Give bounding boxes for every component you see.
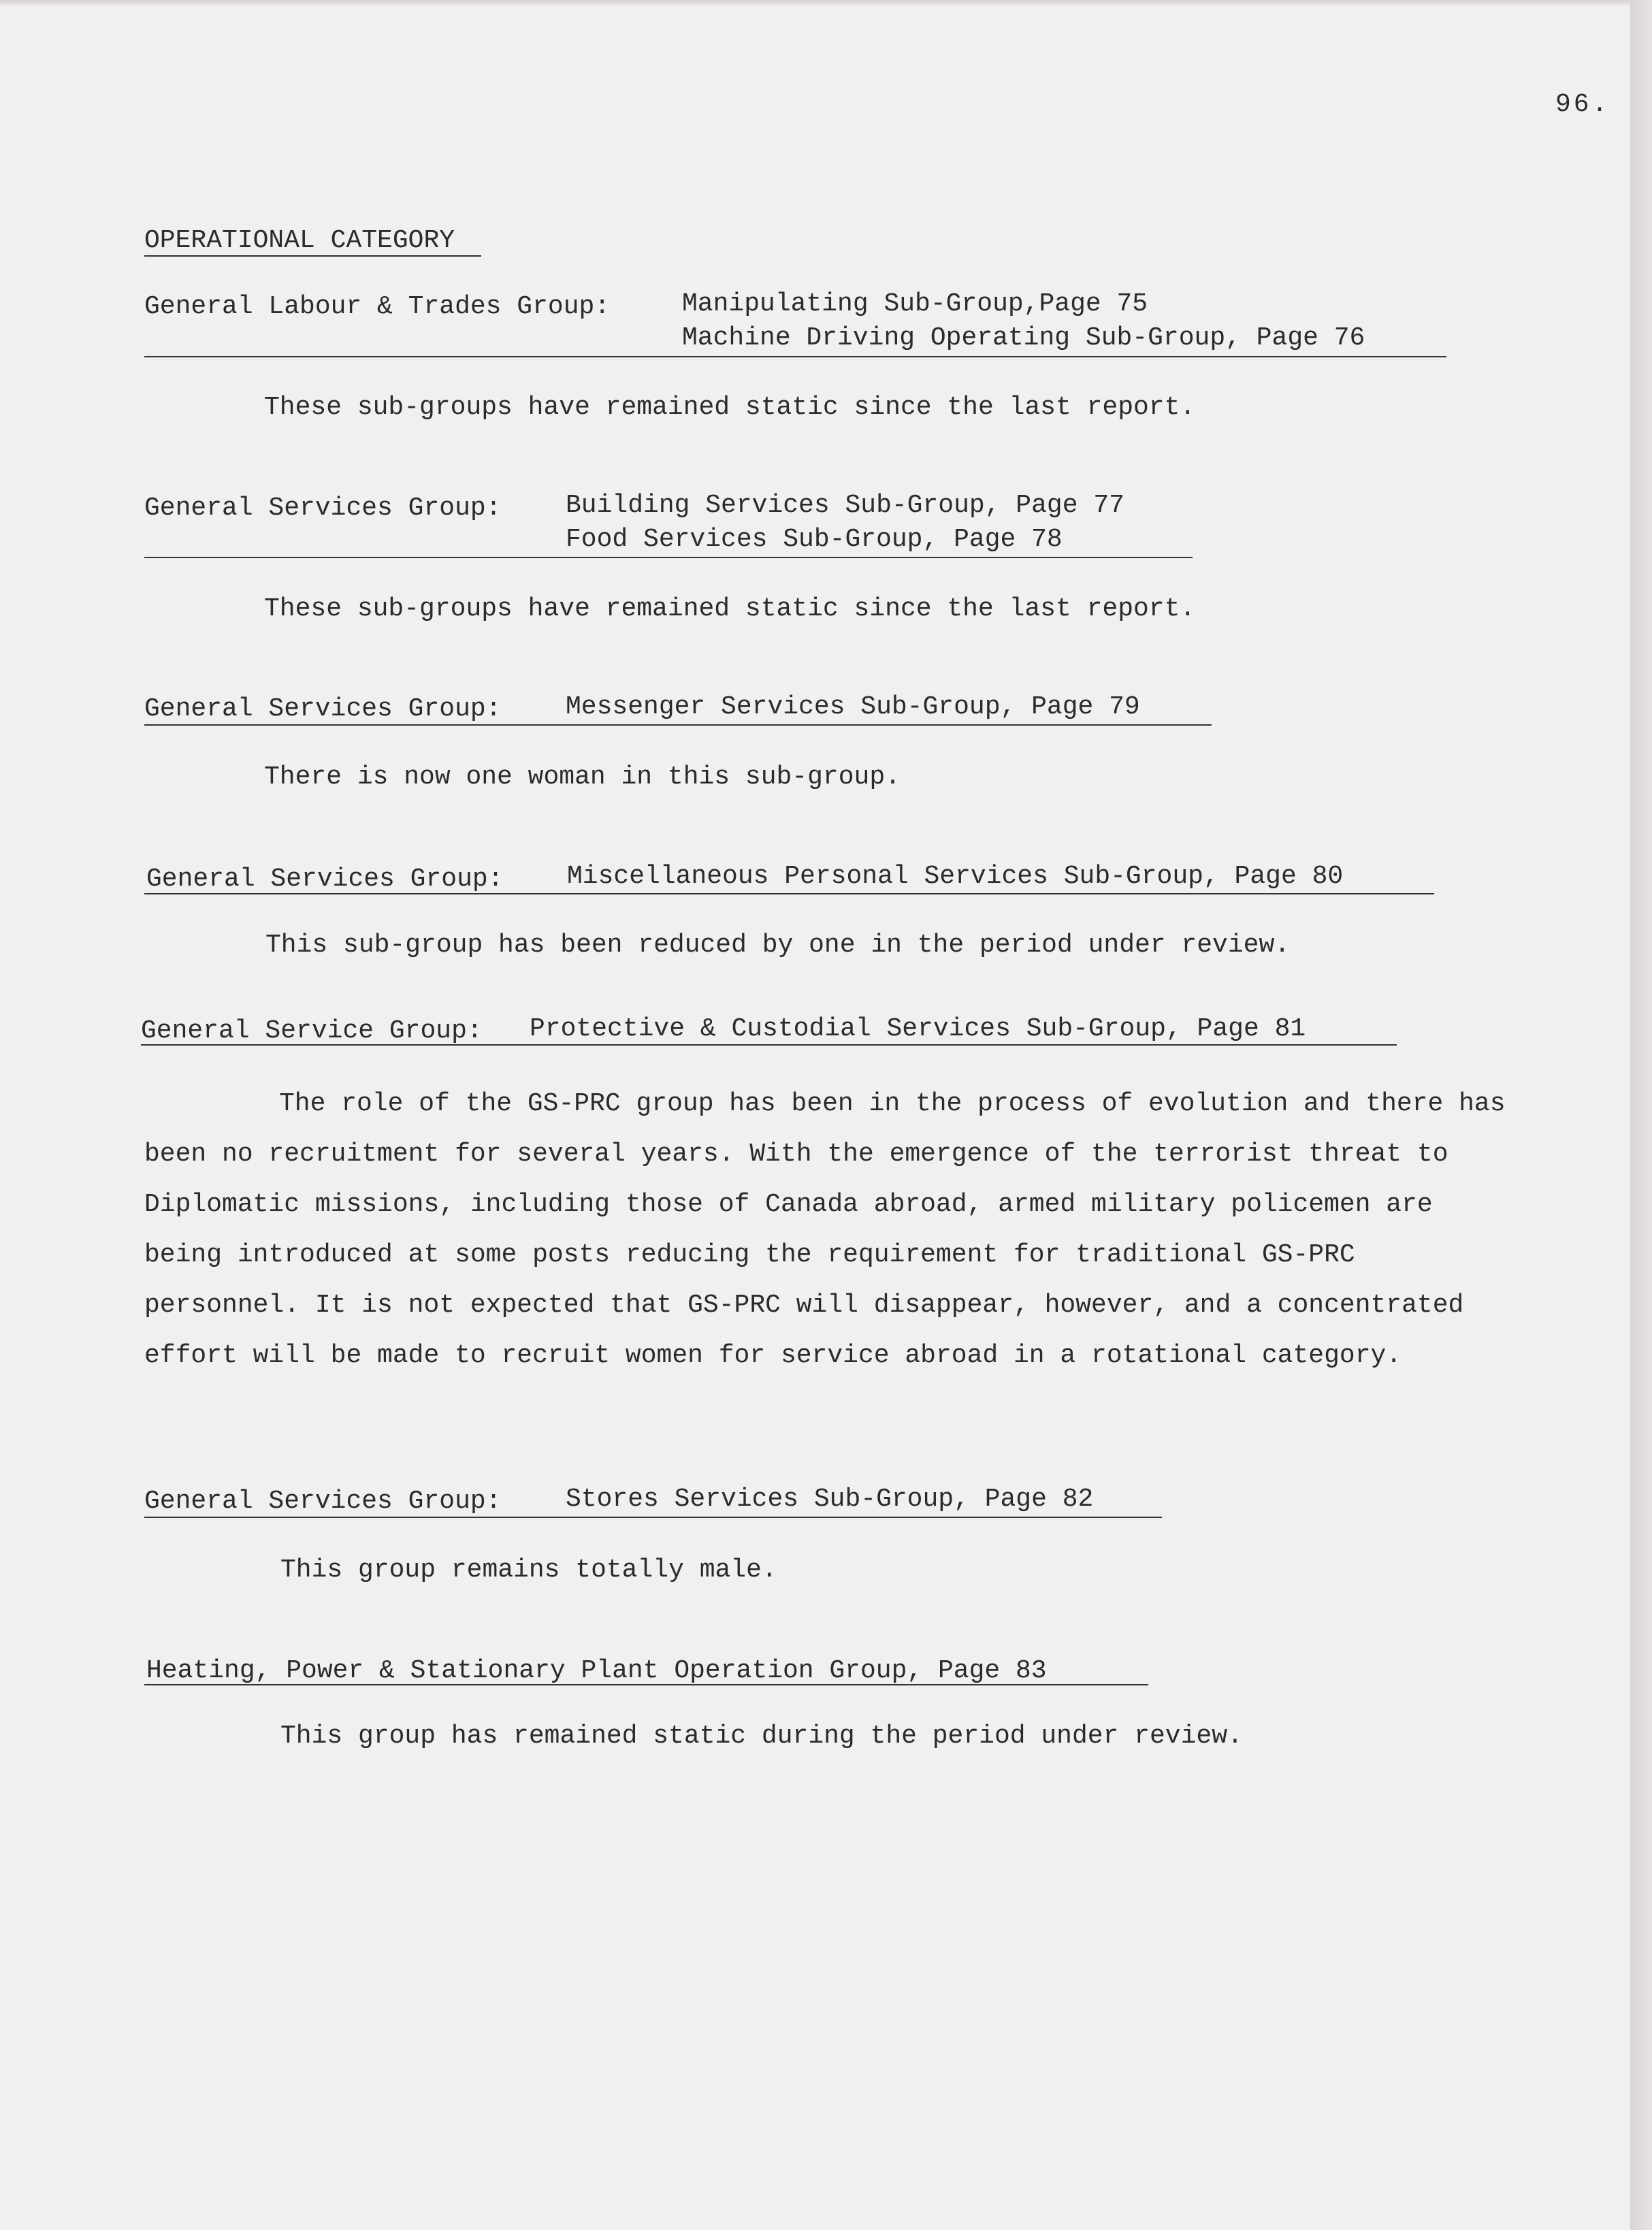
section-2-group: General Services Group:: [144, 494, 502, 523]
section-7-body: This group has remained static during the period under review.: [280, 1722, 1243, 1751]
category-heading: OPERATIONAL CATEGORY: [144, 226, 455, 255]
section-4-body: This sub-group has been reduced by one in the period under review.: [265, 931, 1291, 960]
section-2-subgroup-2: Food Services Sub-Group, Page 78: [566, 525, 1063, 554]
section-2-body: These sub-groups have remained static since the last report.: [264, 594, 1196, 624]
section-7-group: Heating, Power & Stationary Plant Operation Group, Page 83: [146, 1656, 1047, 1685]
section-7-underline: [144, 1684, 1148, 1685]
section-4-subgroup-1: Miscellaneous Personal Services Sub-Group, Page 80: [567, 862, 1344, 891]
section-6-body: This group remains totally male.: [280, 1555, 777, 1585]
section-2-subgroup-1: Building Services Sub-Group, Page 77: [566, 491, 1124, 520]
page-edge: [1630, 0, 1652, 2230]
section-5-group: General Service Group:: [141, 1016, 483, 1046]
section-1-subgroup-2: Machine Driving Operating Sub-Group, Page 76: [682, 323, 1365, 353]
page-number: 96.: [1555, 90, 1610, 119]
section-3-group: General Services Group:: [144, 694, 502, 724]
section-5-underline: [141, 1044, 1397, 1046]
section-2-underline: [144, 557, 1193, 558]
section-3-body: There is now one woman in this sub-group.: [264, 762, 901, 792]
section-4-underline: [144, 893, 1434, 894]
section-5-body: The role of the GS-PRC group has been in the process of evolution and there has been no recruitment for several years. With the emergence of the terrorist threat to Diplomatic missions, including those of Canada abroad, armed military policemen are being introduced at some posts reducing the requirement for traditional GS-PRC personnel. It is not expected that GS-PRC will disappear, however, and a concentrated effort will be made to recruit women for service abroad in a rotational category.: [144, 1089, 1506, 1370]
section-6-underline: [144, 1517, 1162, 1518]
section-1-body: These sub-groups have remained static since the last report.: [264, 393, 1196, 422]
section-6-group: General Services Group:: [144, 1487, 502, 1516]
section-3-subgroup-1: Messenger Services Sub-Group, Page 79: [566, 692, 1140, 722]
section-1-group: General Labour & Trades Group:: [144, 292, 611, 321]
section-1-subgroup-1: Manipulating Sub-Group,Page 75: [682, 289, 1148, 319]
section-5-subgroup-1: Protective & Custodial Services Sub-Group, Page 81: [530, 1014, 1306, 1044]
page-top-shadow: [0, 0, 1630, 7]
section-4-group: General Services Group:: [146, 864, 504, 894]
section-6-subgroup-1: Stores Services Sub-Group, Page 82: [566, 1485, 1094, 1514]
heading-underline: [144, 255, 481, 257]
section-1-underline: [144, 356, 1446, 357]
section-3-underline: [144, 724, 1212, 726]
